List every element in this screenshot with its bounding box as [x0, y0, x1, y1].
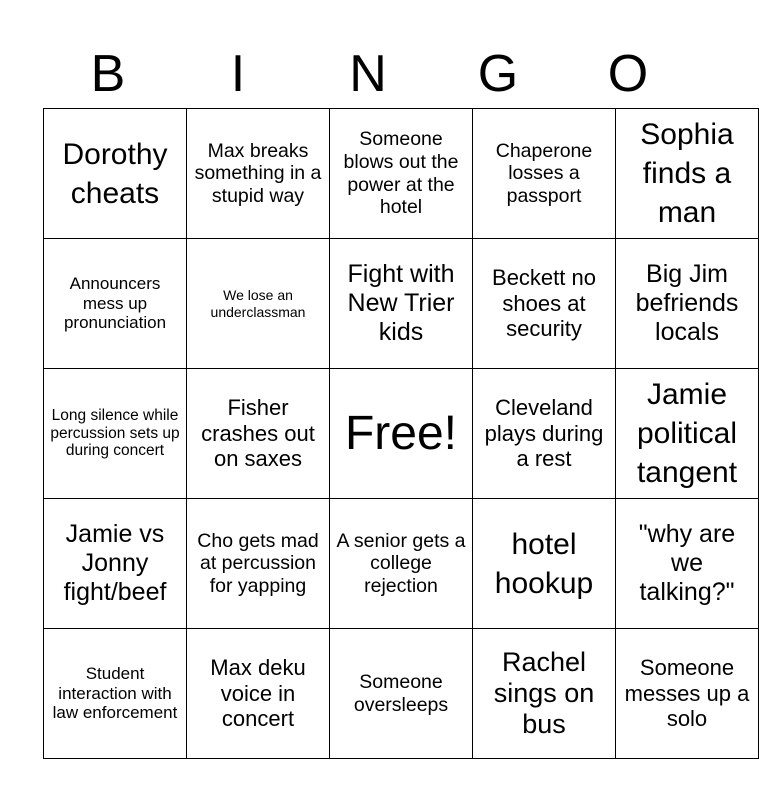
- grid-row: [44, 369, 759, 499]
- bingo-cell[interactable]: Fisher crashes out on saxes: [187, 369, 330, 499]
- bingo-cell[interactable]: Big Jim befriends locals: [616, 239, 759, 369]
- bingo-cell[interactable]: "why are we talking?": [616, 499, 759, 629]
- bingo-cell[interactable]: Someone messes up a solo: [616, 629, 759, 759]
- bingo-cell[interactable]: A senior gets a college rejection: [330, 499, 473, 629]
- bingo-cell[interactable]: Jamie political tangent: [616, 369, 759, 499]
- free-space-cell[interactable]: Free!: [330, 369, 473, 499]
- bingo-cell[interactable]: Cho gets mad at percussion for yapping: [187, 499, 330, 629]
- bingo-cell[interactable]: Rachel sings on bus: [473, 629, 616, 759]
- bingo-cell[interactable]: Someone oversleeps: [330, 629, 473, 759]
- header-letter-b: B: [90, 45, 126, 103]
- bingo-cell[interactable]: Max breaks something in a stupid way: [187, 109, 330, 239]
- bingo-cell[interactable]: Someone blows out the power at the hotel: [330, 109, 473, 239]
- grid-row: [44, 629, 759, 759]
- bingo-cell[interactable]: Long silence while percussion sets up during concert: [44, 369, 187, 499]
- bingo-cell[interactable]: Chaperone losses a passport: [473, 109, 616, 239]
- header-letter-g: G: [477, 45, 519, 103]
- bingo-cell[interactable]: We lose an underclassman: [187, 239, 330, 369]
- grid-row: [44, 109, 759, 239]
- bingo-grid: [43, 108, 759, 759]
- bingo-cell[interactable]: Announcers mess up pronunciation: [44, 239, 187, 369]
- bingo-cell[interactable]: Max deku voice in concert: [187, 629, 330, 759]
- grid-row: [44, 499, 759, 629]
- bingo-cell[interactable]: Jamie vs Jonny fight/beef: [44, 499, 187, 629]
- grid-row: [44, 239, 759, 369]
- header-letter-o: O: [607, 45, 649, 103]
- bingo-cell[interactable]: Sophia finds a man: [616, 109, 759, 239]
- bingo-cell[interactable]: Cleveland plays during a rest: [473, 369, 616, 499]
- bingo-cell[interactable]: Beckett no shoes at security: [473, 239, 616, 369]
- header-letter-n: N: [349, 45, 387, 103]
- bingo-header: [43, 40, 693, 108]
- bingo-cell[interactable]: Fight with New Trier kids: [330, 239, 473, 369]
- bingo-cell[interactable]: Student interaction with law enforcement: [44, 629, 187, 759]
- header-letter-i: I: [230, 45, 246, 103]
- bingo-cell[interactable]: Dorothy cheats: [44, 109, 187, 239]
- bingo-cell[interactable]: hotel hookup: [473, 499, 616, 629]
